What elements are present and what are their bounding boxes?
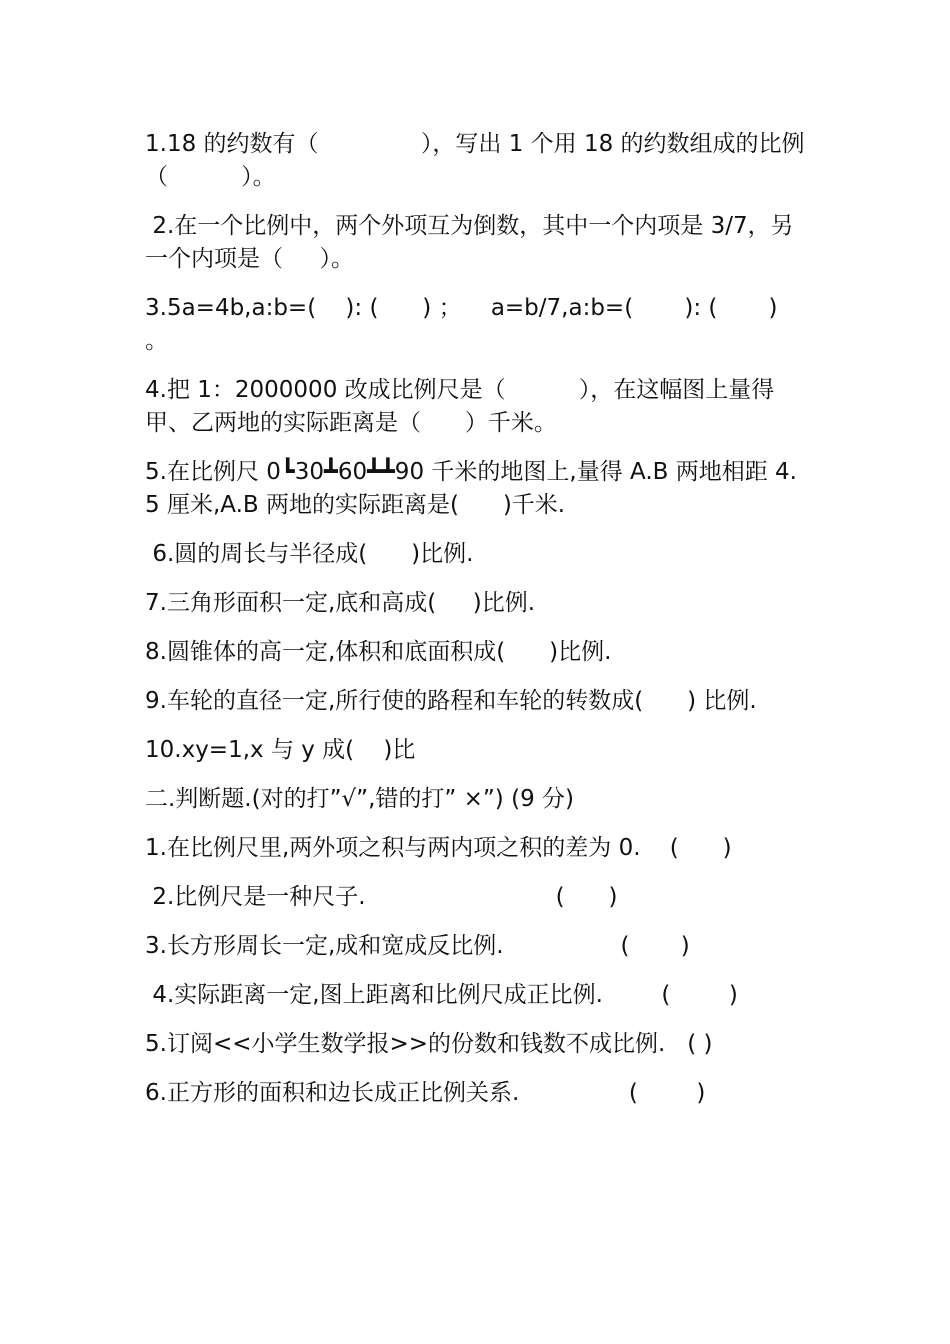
question-list (145, 128, 805, 1126)
judgment-3: 3.长方形周长一定,成和宽成反比例. ( ) (145, 933, 690, 959)
question-8: 8.圆锥体的高一定,体积和底面积成( )比例. (145, 639, 612, 665)
judgment-2: 2.比例尺是一种尺子. ( ) (145, 884, 618, 910)
question-5: 5.在比例尺 0┗30┻60┻┻90 千米的地图上,量得 A.B 两地相距 4.5 厘米,A.B 两地的实际距离是( )千米. (145, 459, 797, 518)
question-6: 6.圆的周长与半径成( )比例. (145, 541, 474, 567)
question-7: 7.三角形面积一定,底和高成( )比例. (145, 590, 536, 616)
question-1: 1.18 的约数有（ ），写出 1 个用 18 的约数组成的比例（ ）。 (145, 131, 805, 190)
judgment-4: 4.实际距离一定,图上距离和比例尺成正比例. ( ) (145, 982, 738, 1008)
section-heading-judgment: 二.判断题.(对的打”√”,错的打” ×”) (9 分) (145, 786, 574, 812)
judgment-5: 5.订阅<<小学生数学报>>的份数和钱数不成比例. ( ) (145, 1031, 713, 1057)
question-10: 10.xy=1,x 与 y 成( )比 (145, 737, 416, 763)
question-9: 9.车轮的直径一定,所行使的路程和车轮的转数成( ) 比例. (145, 688, 757, 714)
question-4: 4.把 1：2000000 改成比例尺是（ ），在这幅图上量得甲、乙两地的实际距离是（ ）千米。 (145, 377, 775, 436)
judgment-6: 6.正方形的面积和边长成正比例关系. ( ) (145, 1080, 706, 1106)
question-3: 3.5a=4b,a:b=( ): ( ) ； a=b/7,a:b=( ): ( ) 。 (145, 295, 785, 354)
judgment-1: 1.在比例尺里,两外项之积与两内项之积的差为 0. ( ) (145, 835, 732, 861)
question-2: 2.在一个比例中，两个外项互为倒数，其中一个内项是 3/7，另一个内项是（ ）。 (145, 213, 794, 272)
